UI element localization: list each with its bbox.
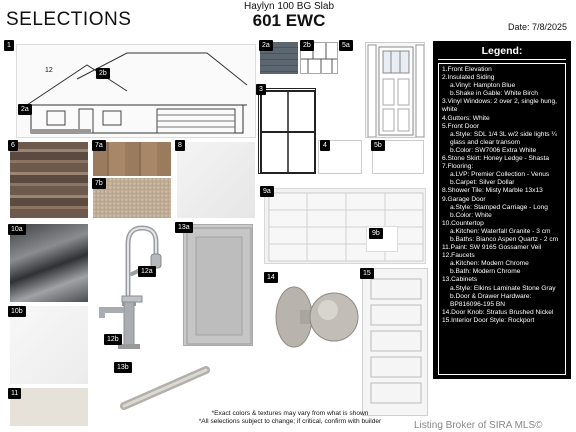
tag-10a: 10a: [8, 224, 26, 235]
paint-swatch: [10, 388, 88, 426]
kitchen-granite-swatch: [10, 224, 88, 302]
legend-item: 14.Door Knob: Stratus Brushed Nickel: [442, 308, 554, 316]
tag-9a: 9a: [260, 186, 274, 197]
shower-tile-swatch: [177, 142, 255, 218]
legend-list: [438, 63, 566, 375]
legend-item: b.Bath: Modern Chrome: [450, 268, 521, 276]
legend-item: 9.Garage Door: [442, 195, 486, 203]
interior-door-drawing: [363, 269, 428, 416]
tag-1: 1: [4, 40, 14, 51]
page-title: SELECTIONS: [6, 9, 132, 30]
tag-2b: 2b: [300, 40, 314, 51]
window-image: [258, 88, 316, 174]
front-elevation-image: [16, 44, 256, 138]
tag-11: 11: [8, 388, 21, 399]
legend-item: b.Baths: Bianco Aspen Quartz - 2 cm: [450, 235, 559, 243]
legend-item: b.Carpet: Silver Dollar: [450, 179, 515, 187]
roof-pitch-label: 12: [45, 67, 53, 74]
legend-item: 6.Stone Skirt: Honey Ledge - Shasta: [442, 155, 550, 163]
legend-item: a.Style: Stamped Carriage - Long: [450, 203, 548, 211]
legend-item: 2.Insulated Siding: [442, 74, 495, 82]
legend-item: b.Door & Drawer Hardware: BP816096-195 BN: [450, 292, 532, 308]
footnote: [170, 410, 410, 426]
legend-item: 8.Shower Tile: Misty Marble 13x13: [442, 187, 543, 195]
tag-10b: 10b: [8, 306, 26, 317]
tag-3: 3: [256, 84, 266, 95]
legend-title: Legend:: [438, 45, 566, 60]
front-door-image: [365, 42, 425, 138]
model-name: 601 EWC: [252, 11, 326, 30]
legend-item: 1.Front Elevation: [442, 66, 492, 73]
legend-item: 11.Paint: SW 9165 Gossamer Veil: [442, 244, 542, 252]
drawer-pull-image: [118, 360, 220, 412]
tag-9b: 9b: [369, 228, 383, 239]
door-knob-image: [270, 280, 362, 354]
tag-12b: 12b: [104, 334, 122, 345]
date-label: Date: 7/8/2025: [508, 22, 568, 32]
legend-item: a.Style: SDL 1/4 3L w/2 side lights ¼ glass and clear transom: [450, 130, 557, 146]
legend-item: a.Kitchen: Waterfall Granite - 3 cm: [450, 227, 551, 235]
tag-7b: 7b: [92, 178, 106, 189]
legend-item: a.LVP: Premier Collection - Venus: [450, 171, 550, 179]
legend-item: a.Kitchen: Modern Chrome: [450, 260, 529, 268]
footnote-line-1: *Exact colors & textures may vary from what is shown: [211, 410, 369, 417]
tag-2a-side: 2a: [18, 104, 32, 115]
subdivision-label: Haylyn 100 BG Slab: [243, 1, 335, 12]
cabinet-door-drawing: [184, 225, 253, 346]
tag-15: 15: [360, 268, 374, 279]
garage-door-drawing: [265, 189, 426, 264]
mls-watermark: Listing Broker of SIRA MLS©: [414, 420, 543, 431]
interior-door-image: [362, 268, 428, 416]
legend-panel: [433, 41, 571, 379]
tag-14: 14: [264, 272, 278, 283]
tag-6: 6: [8, 140, 18, 151]
legend-item: 10.Countertop: [442, 219, 484, 227]
tag-2b-elevation: 2b: [96, 68, 110, 79]
tag-7a: 7a: [92, 140, 106, 151]
legend-item: 13.Cabinets: [442, 276, 478, 284]
tag-8: 8: [175, 140, 185, 151]
legend-item: 4.Gutters: White: [442, 114, 490, 122]
legend-item: b.Shake in Gable: White Birch: [450, 90, 538, 98]
garage-door-image: [264, 188, 426, 264]
footnote-line-2: *All selections subject to change; if critical, confirm with builder: [198, 418, 382, 425]
tag-5a: 5a: [339, 40, 353, 51]
bath-quartz-swatch: [10, 306, 88, 384]
tag-12a: 12a: [138, 266, 156, 277]
legend-item: 12.Faucets: [442, 252, 475, 260]
tag-13a: 13a: [175, 222, 193, 233]
legend-item: b.Color: White: [450, 211, 492, 219]
legend-item: a.Vinyl: Hampton Blue: [450, 82, 516, 90]
tag-4: 4: [320, 140, 330, 151]
legend-item: 7.Flooring:: [442, 163, 474, 171]
tag-2a: 2a: [259, 40, 273, 51]
cabinet-door-image: [183, 224, 253, 346]
legend-item: b.Color: SW7006 Extra White: [450, 146, 537, 154]
legend-item: a.Style: Elkins Laminate Stone Gray: [450, 284, 556, 292]
door-knob-drawing: [270, 280, 362, 354]
legend-item: 3.Vinyl Windows: 2 over 2, single hung, white: [442, 98, 557, 114]
front-door-drawing: [366, 43, 425, 138]
tag-5b: 5b: [371, 140, 385, 151]
house-elevation-drawing: [17, 45, 256, 138]
tag-13b: 13b: [114, 362, 132, 373]
legend-item: 15.Interior Door Style: Rockport: [442, 316, 535, 324]
window-drawing: [259, 89, 316, 174]
stone-skirt-swatch: [10, 142, 88, 218]
legend-item: 5.Front Door: [442, 122, 480, 130]
drawer-pull-drawing: [118, 360, 220, 412]
